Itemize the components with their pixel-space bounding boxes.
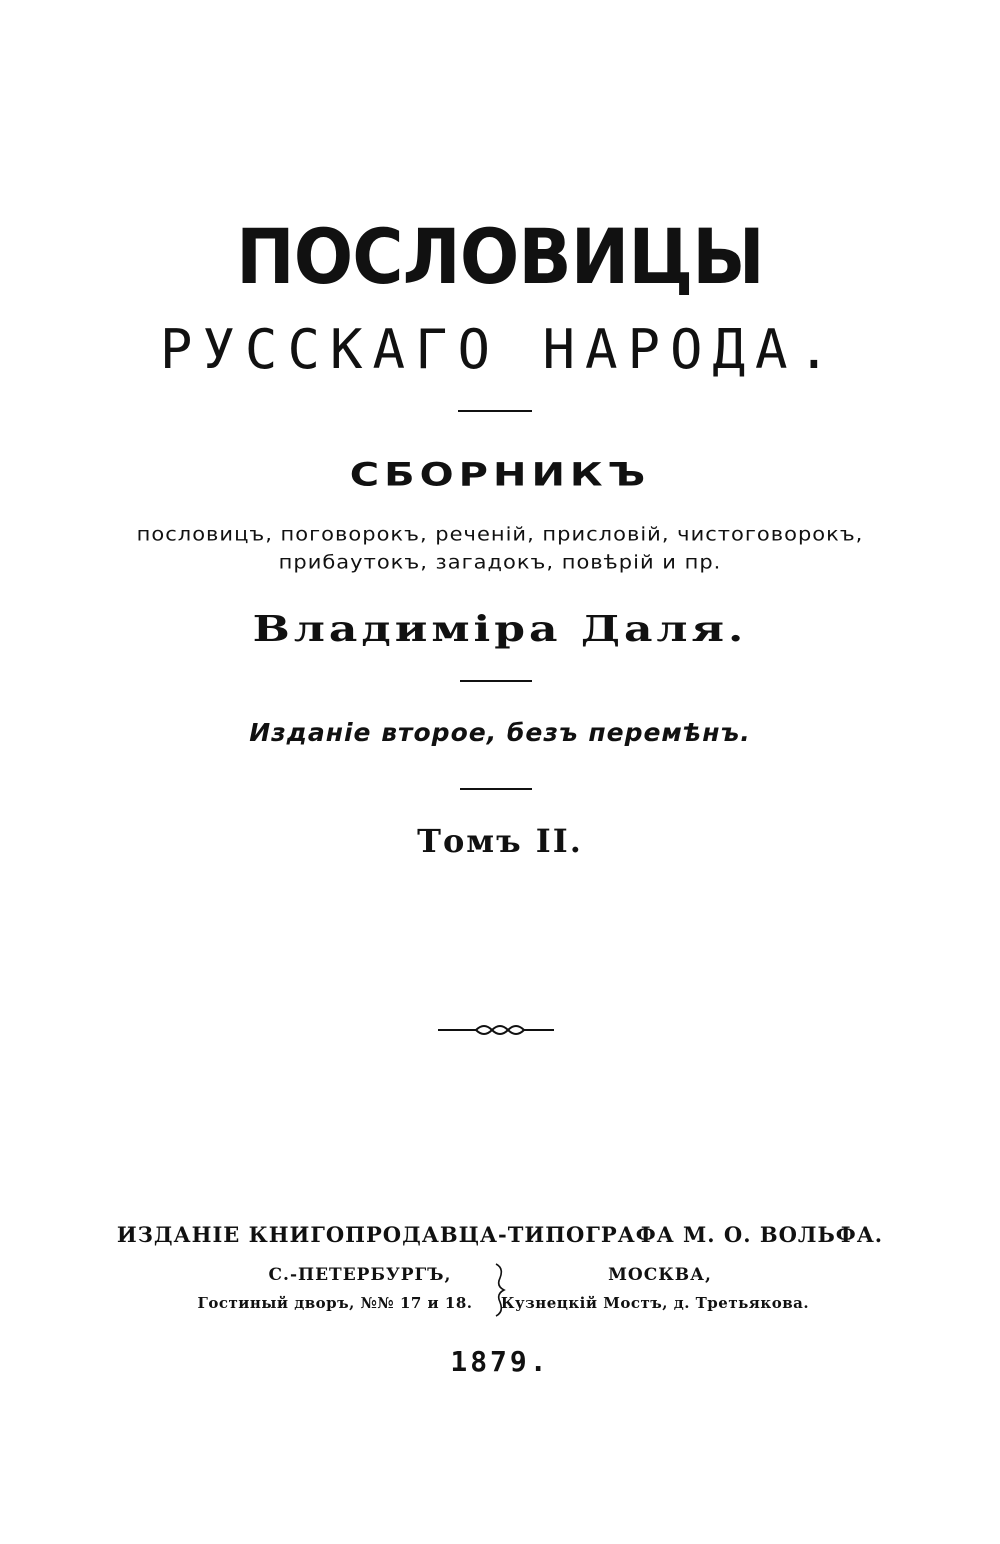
publication-year: 1879. — [450, 1345, 550, 1378]
volume-number: Томъ II. — [417, 822, 583, 860]
city-st-petersburg: С.-ПЕТЕРБУРГЪ, — [268, 1265, 452, 1285]
address-moscow: Кузнецкій Мостъ, д. Третьякова. — [500, 1294, 810, 1312]
divider-rule — [460, 680, 532, 682]
divider-rule — [460, 788, 532, 790]
book-title: ПОСЛОВИЦЫ — [236, 212, 764, 301]
publisher-line: ИЗДАНІЕ КНИГОПРОДАВЦА-ТИПОГРАФА М. О. ВОЛЬФА. — [116, 1222, 884, 1247]
description-line-1: пословицъ, поговорокъ, реченій, присловій, чистоговорокъ, — [136, 523, 864, 545]
author-name: Владиміра Даля. — [252, 609, 748, 650]
address-st-petersburg: Гостиный дворъ, №№ 17 и 18. — [197, 1294, 473, 1312]
city-moscow: МОСКВА, — [608, 1265, 712, 1285]
divider-rule — [458, 410, 532, 412]
edition-note: Изданіе второе, безъ перемѣнъ. — [249, 718, 751, 747]
description-line-2: прибаутокъ, загадокъ, повѣрій и пр. — [278, 551, 722, 573]
book-subtitle: РУССКАГО НАРОДА. — [159, 318, 841, 381]
collection-heading: СБОРНИКЪ — [349, 456, 651, 494]
ornament-icon — [436, 1018, 556, 1042]
